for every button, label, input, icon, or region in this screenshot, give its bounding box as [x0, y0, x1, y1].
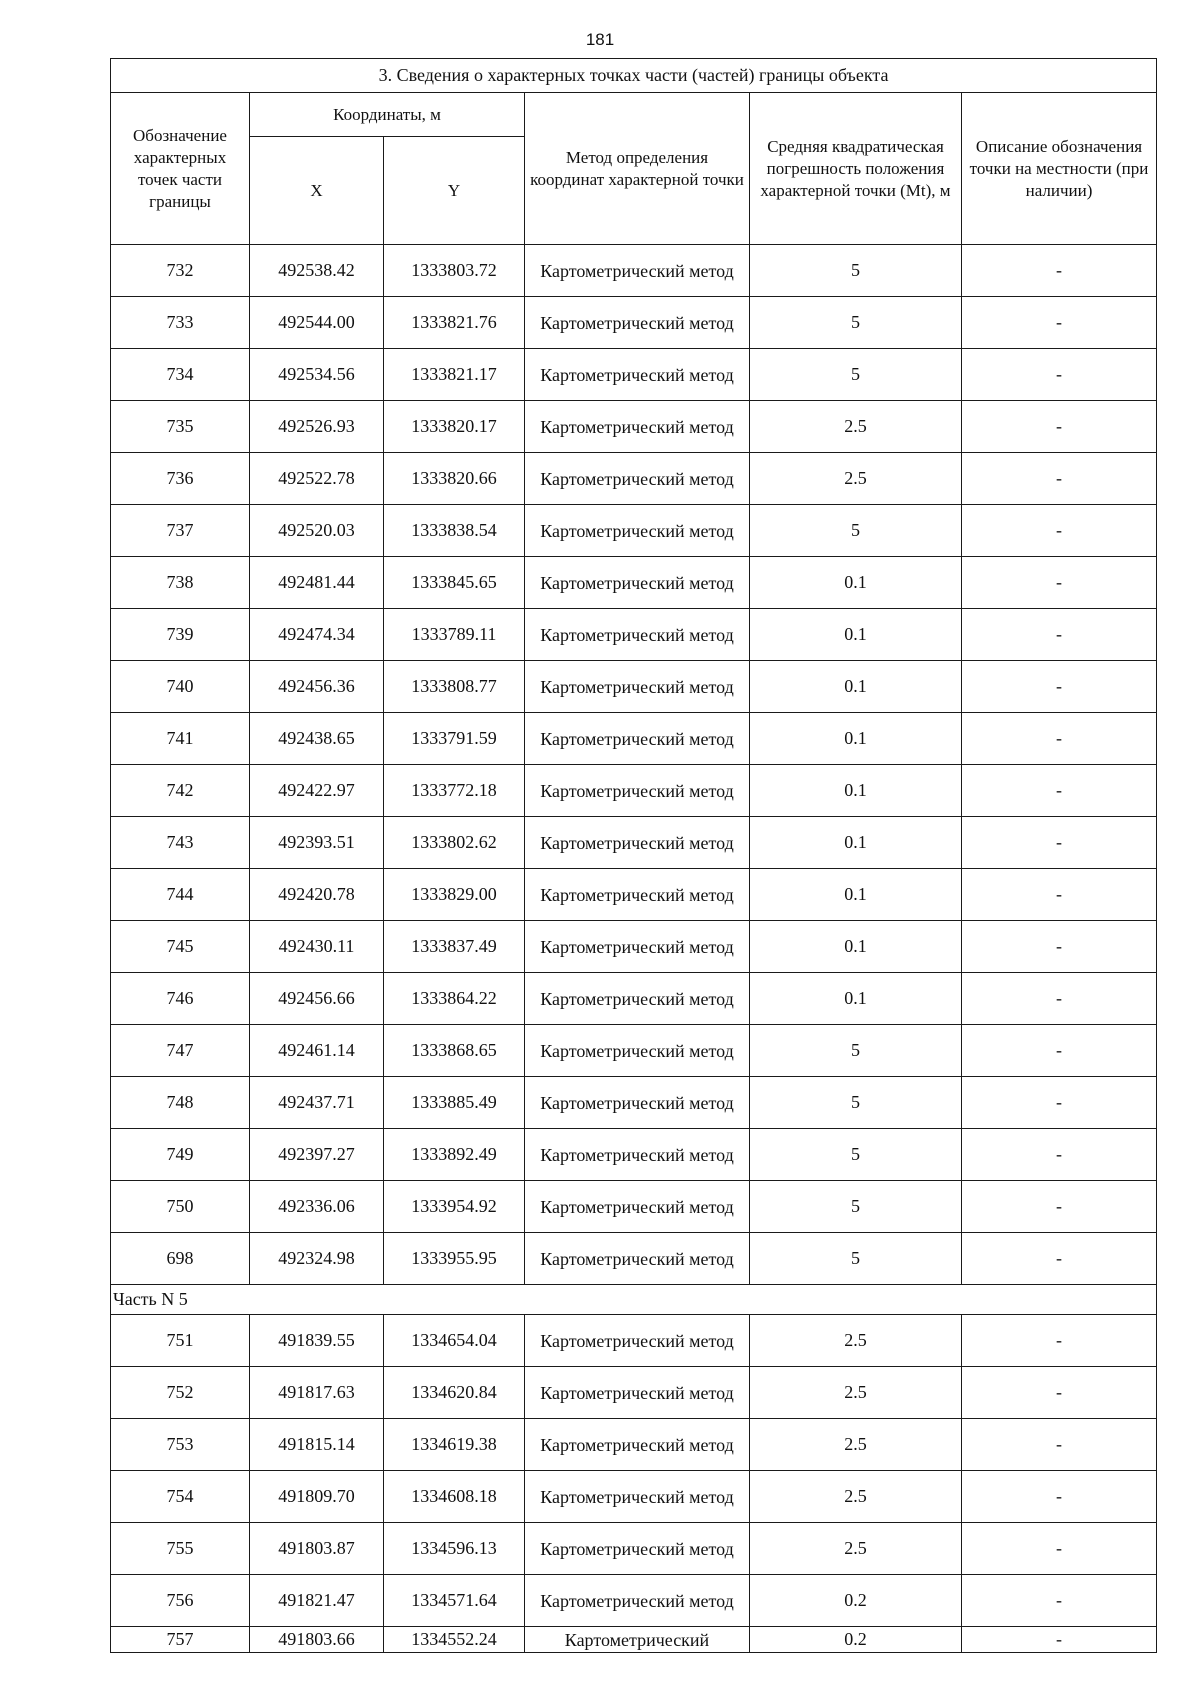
table-row — [111, 609, 1157, 661]
table-row — [111, 713, 1157, 765]
description-cell: - — [962, 1077, 1157, 1129]
table-row — [111, 1077, 1157, 1129]
point-id-cell: 752 — [111, 1367, 250, 1419]
method-cell: Картометрический метод — [525, 297, 750, 349]
description-cell: - — [962, 245, 1157, 297]
description-cell: - — [962, 609, 1157, 661]
coord-y-cell: 1334654.04 — [384, 1315, 525, 1367]
mt-error-cell: 2.5 — [750, 1471, 962, 1523]
table-row — [111, 1367, 1157, 1419]
description-cell: - — [962, 1181, 1157, 1233]
mt-error-cell: 0.1 — [750, 713, 962, 765]
coord-x-cell: 492481.44 — [250, 557, 384, 609]
description-cell: - — [962, 1233, 1157, 1285]
method-cell: Картометрический метод — [525, 1233, 750, 1285]
coord-y-cell: 1334620.84 — [384, 1367, 525, 1419]
description-cell: - — [962, 973, 1157, 1025]
mt-error-cell: 2.5 — [750, 1315, 962, 1367]
method-cell: Картометрический метод — [525, 713, 750, 765]
point-id-cell: 754 — [111, 1471, 250, 1523]
coord-y-cell: 1333821.76 — [384, 297, 525, 349]
coord-x-cell: 491809.70 — [250, 1471, 384, 1523]
description-cell: - — [962, 1575, 1157, 1627]
table-row — [111, 245, 1157, 297]
description-cell: - — [962, 765, 1157, 817]
coord-x-cell: 491821.47 — [250, 1575, 384, 1627]
mt-error-cell: 5 — [750, 505, 962, 557]
coord-y-cell: 1333885.49 — [384, 1077, 525, 1129]
coord-x-cell: 492393.51 — [250, 817, 384, 869]
table-row — [111, 921, 1157, 973]
description-cell: - — [962, 661, 1157, 713]
coord-x-cell: 492461.14 — [250, 1025, 384, 1077]
table-row — [111, 557, 1157, 609]
table-row — [111, 349, 1157, 401]
description-cell: - — [962, 1523, 1157, 1575]
point-id-cell: 750 — [111, 1181, 250, 1233]
coord-x-cell: 491803.87 — [250, 1523, 384, 1575]
point-id-cell: 748 — [111, 1077, 250, 1129]
description-cell: - — [962, 453, 1157, 505]
table-row — [111, 1419, 1157, 1471]
description-cell: - — [962, 1367, 1157, 1419]
description-cell: - — [962, 1627, 1157, 1653]
point-id-cell: 736 — [111, 453, 250, 505]
coord-y-cell: 1333820.17 — [384, 401, 525, 453]
coord-y-cell: 1333772.18 — [384, 765, 525, 817]
coord-y-cell: 1334619.38 — [384, 1419, 525, 1471]
description-cell: - — [962, 297, 1157, 349]
mt-error-cell: 5 — [750, 1181, 962, 1233]
point-id-cell: 741 — [111, 713, 250, 765]
point-id-cell: 745 — [111, 921, 250, 973]
coord-y-cell: 1333803.72 — [384, 245, 525, 297]
point-id-cell: 733 — [111, 297, 250, 349]
coord-x-cell: 492526.93 — [250, 401, 384, 453]
coord-x-cell: 492474.34 — [250, 609, 384, 661]
table-row — [111, 505, 1157, 557]
description-cell: - — [962, 1419, 1157, 1471]
coord-y-cell: 1333820.66 — [384, 453, 525, 505]
mt-error-cell: 5 — [750, 1077, 962, 1129]
point-id-cell: 698 — [111, 1233, 250, 1285]
point-id-cell: 757 — [111, 1627, 250, 1653]
header-x: X — [250, 137, 384, 245]
point-id-cell: 738 — [111, 557, 250, 609]
method-cell: Картометрический метод — [525, 1025, 750, 1077]
coord-x-cell: 492438.65 — [250, 713, 384, 765]
point-id-cell: 749 — [111, 1129, 250, 1181]
coord-y-cell: 1333791.59 — [384, 713, 525, 765]
table-row — [111, 869, 1157, 921]
point-id-cell: 737 — [111, 505, 250, 557]
coord-x-cell: 491803.66 — [250, 1627, 384, 1653]
coord-y-cell: 1333837.49 — [384, 921, 525, 973]
mt-error-cell: 0.1 — [750, 661, 962, 713]
mt-error-cell: 2.5 — [750, 1419, 962, 1471]
table-row — [111, 453, 1157, 505]
mt-error-cell: 0.2 — [750, 1575, 962, 1627]
point-id-cell: 740 — [111, 661, 250, 713]
mt-error-cell: 5 — [750, 1025, 962, 1077]
mt-error-cell: 5 — [750, 1129, 962, 1181]
mt-error-cell: 0.1 — [750, 817, 962, 869]
method-cell: Картометрический метод — [525, 1471, 750, 1523]
method-cell: Картометрический метод — [525, 1367, 750, 1419]
point-id-cell: 732 — [111, 245, 250, 297]
method-cell: Картометрический метод — [525, 609, 750, 661]
table-row — [111, 1233, 1157, 1285]
header-description: Описание обозначения точки на местности (при наличии) — [962, 93, 1157, 245]
coord-y-cell: 1333789.11 — [384, 609, 525, 661]
table-row — [111, 1575, 1157, 1627]
table-row — [111, 1181, 1157, 1233]
coord-x-cell: 492456.66 — [250, 973, 384, 1025]
point-id-cell: 753 — [111, 1419, 250, 1471]
table-title: 3. Сведения о характерных точках части (частей) границы объекта — [111, 59, 1157, 93]
method-cell: Картометрический метод — [525, 1181, 750, 1233]
coord-y-cell: 1334596.13 — [384, 1523, 525, 1575]
table-row — [111, 1315, 1157, 1367]
point-id-cell: 742 — [111, 765, 250, 817]
description-cell: - — [962, 817, 1157, 869]
coord-y-cell: 1333954.92 — [384, 1181, 525, 1233]
method-cell: Картометрический метод — [525, 1419, 750, 1471]
table-row — [111, 817, 1157, 869]
mt-error-cell: 0.2 — [750, 1627, 962, 1653]
coord-x-cell: 492534.56 — [250, 349, 384, 401]
point-id-cell: 734 — [111, 349, 250, 401]
point-id-cell: 744 — [111, 869, 250, 921]
coord-y-cell: 1333802.62 — [384, 817, 525, 869]
point-id-cell: 739 — [111, 609, 250, 661]
mt-error-cell: 2.5 — [750, 1523, 962, 1575]
table-row — [111, 1627, 1157, 1653]
coord-x-cell: 492456.36 — [250, 661, 384, 713]
coord-y-cell: 1334571.64 — [384, 1575, 525, 1627]
coord-x-cell: 491817.63 — [250, 1367, 384, 1419]
coord-x-cell: 492336.06 — [250, 1181, 384, 1233]
table-row — [111, 297, 1157, 349]
method-cell: Картометрический метод — [525, 1129, 750, 1181]
part-label: Часть N 5 — [111, 1285, 1157, 1315]
point-id-cell: 756 — [111, 1575, 250, 1627]
part-label-row — [111, 1285, 1157, 1315]
coord-y-cell: 1334608.18 — [384, 1471, 525, 1523]
header-y: Y — [384, 137, 525, 245]
mt-error-cell: 5 — [750, 1233, 962, 1285]
header-coordinates: Координаты, м — [250, 93, 525, 137]
description-cell: - — [962, 921, 1157, 973]
coord-x-cell: 492538.42 — [250, 245, 384, 297]
point-id-cell: 743 — [111, 817, 250, 869]
header-method: Метод определения координат характерной точки — [525, 93, 750, 245]
description-cell: - — [962, 869, 1157, 921]
description-cell: - — [962, 1315, 1157, 1367]
table-row — [111, 401, 1157, 453]
point-id-cell: 755 — [111, 1523, 250, 1575]
table-row — [111, 1523, 1157, 1575]
header-error: Средняя квадратическая погрешность положения характерной точки (Mt), м — [750, 93, 962, 245]
mt-error-cell: 0.1 — [750, 557, 962, 609]
table-row — [111, 1471, 1157, 1523]
description-cell: - — [962, 1025, 1157, 1077]
mt-error-cell: 2.5 — [750, 453, 962, 505]
coord-y-cell: 1333868.65 — [384, 1025, 525, 1077]
coord-y-cell: 1333955.95 — [384, 1233, 525, 1285]
coord-y-cell: 1334552.24 — [384, 1627, 525, 1653]
method-cell: Картометрический метод — [525, 401, 750, 453]
coord-x-cell: 491815.14 — [250, 1419, 384, 1471]
method-cell: Картометрический метод — [525, 557, 750, 609]
method-cell: Картометрический метод — [525, 453, 750, 505]
method-cell: Картометрический метод — [525, 973, 750, 1025]
mt-error-cell: 0.1 — [750, 609, 962, 661]
coord-y-cell: 1333808.77 — [384, 661, 525, 713]
coord-x-cell: 492437.71 — [250, 1077, 384, 1129]
method-cell: Картометрический метод — [525, 245, 750, 297]
mt-error-cell: 2.5 — [750, 401, 962, 453]
table-row — [111, 1129, 1157, 1181]
method-cell: Картометрический — [525, 1627, 750, 1653]
mt-error-cell: 0.1 — [750, 765, 962, 817]
mt-error-cell: 5 — [750, 349, 962, 401]
method-cell: Картометрический метод — [525, 1315, 750, 1367]
description-cell: - — [962, 1471, 1157, 1523]
table-row — [111, 661, 1157, 713]
coord-x-cell: 491839.55 — [250, 1315, 384, 1367]
mt-error-cell: 2.5 — [750, 1367, 962, 1419]
coord-y-cell: 1333829.00 — [384, 869, 525, 921]
mt-error-cell: 0.1 — [750, 869, 962, 921]
table-row — [111, 765, 1157, 817]
table-row — [111, 973, 1157, 1025]
mt-error-cell: 5 — [750, 245, 962, 297]
description-cell: - — [962, 557, 1157, 609]
coord-y-cell: 1333892.49 — [384, 1129, 525, 1181]
mt-error-cell: 0.1 — [750, 973, 962, 1025]
description-cell: - — [962, 1129, 1157, 1181]
coord-x-cell: 492520.03 — [250, 505, 384, 557]
method-cell: Картометрический метод — [525, 1575, 750, 1627]
description-cell: - — [962, 349, 1157, 401]
method-cell: Картометрический метод — [525, 661, 750, 713]
header-designation: Обозначение характерных точек части границы — [111, 93, 250, 245]
method-cell: Картометрический метод — [525, 1077, 750, 1129]
method-cell: Картометрический метод — [525, 869, 750, 921]
point-id-cell: 735 — [111, 401, 250, 453]
coord-y-cell: 1333864.22 — [384, 973, 525, 1025]
method-cell: Картометрический метод — [525, 765, 750, 817]
coord-x-cell: 492422.97 — [250, 765, 384, 817]
point-id-cell: 746 — [111, 973, 250, 1025]
coord-x-cell: 492324.98 — [250, 1233, 384, 1285]
boundary-points-table — [110, 58, 1157, 1653]
mt-error-cell: 5 — [750, 297, 962, 349]
method-cell: Картометрический метод — [525, 505, 750, 557]
method-cell: Картометрический метод — [525, 921, 750, 973]
description-cell: - — [962, 713, 1157, 765]
method-cell: Картометрический метод — [525, 1523, 750, 1575]
method-cell: Картометрический метод — [525, 817, 750, 869]
coord-x-cell: 492430.11 — [250, 921, 384, 973]
coord-y-cell: 1333838.54 — [384, 505, 525, 557]
method-cell: Картометрический метод — [525, 349, 750, 401]
point-id-cell: 747 — [111, 1025, 250, 1077]
coord-x-cell: 492397.27 — [250, 1129, 384, 1181]
table-row — [111, 1025, 1157, 1077]
coord-x-cell: 492420.78 — [250, 869, 384, 921]
description-cell: - — [962, 401, 1157, 453]
coord-y-cell: 1333845.65 — [384, 557, 525, 609]
description-cell: - — [962, 505, 1157, 557]
mt-error-cell: 0.1 — [750, 921, 962, 973]
page-number: 181 — [585, 30, 615, 49]
coord-x-cell: 492522.78 — [250, 453, 384, 505]
coord-y-cell: 1333821.17 — [384, 349, 525, 401]
coord-x-cell: 492544.00 — [250, 297, 384, 349]
point-id-cell: 751 — [111, 1315, 250, 1367]
